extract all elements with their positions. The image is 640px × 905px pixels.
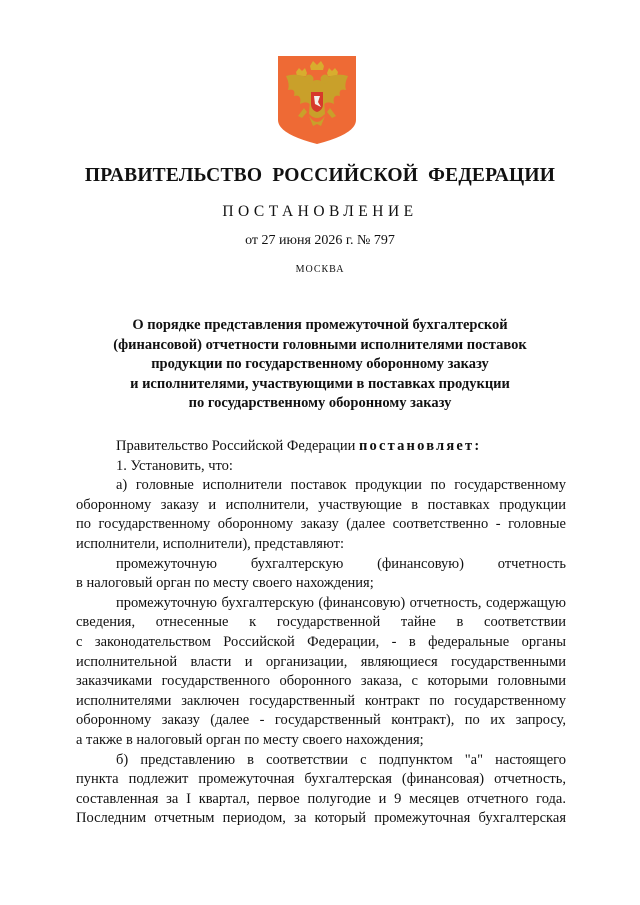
body-line: промежуточную бухгалтерскую (финансовую) отчетность, содержащую (116, 594, 566, 611)
heading-line: (финансовой) отчетности головными исполнителями поставок (113, 336, 527, 353)
body-line: промежуточную бухгалтерскую (финансовую) отчетность (116, 555, 566, 572)
city-name: МОСКВА (295, 264, 345, 275)
coat-of-arms-emblem (276, 54, 358, 146)
heading-line: О порядке представления промежуточной бухгалтерской (132, 317, 508, 333)
body-line: б) представлению в соответствии с подпунктом "а" настоящего (116, 751, 566, 768)
document-type: ПОСТАНОВЛЕНИЕ (222, 203, 418, 220)
body-line: заказчиками государственного оборонного заказа, с которыми головными (76, 673, 566, 690)
body-line: в налоговый орган по месту своего нахождения; (76, 575, 374, 592)
decree-word: постановляет: (358, 438, 482, 454)
body-line: по государственному оборонному заказу (далее соответственно - головные (76, 516, 566, 533)
document-date-number: от 27 июня 2026 г. № 797 (245, 233, 395, 248)
heading-line: по государственному оборонному заказу (188, 395, 452, 411)
body-line: сведения, отнесенные к государственной тайне в соответствии (76, 614, 566, 631)
body-line: пункта подлежит промежуточная бухгалтерская (финансовая) отчетность, (76, 771, 566, 788)
body-line: 1. Установить, что: (116, 457, 233, 474)
body-line: Последним отчетным периодом, за который промежуточная бухгалтерская (76, 810, 566, 827)
body-line: исполнители, исполнители), представляют: (76, 535, 344, 552)
document-heading (80, 316, 560, 414)
body-line: а) головные исполнители поставок продукции по государственному (116, 477, 566, 494)
body-line: оборонному заказу (далее - государственный контракт), по их запросу, (76, 712, 566, 729)
intro-text: Правительство Российской Федерации (116, 438, 356, 454)
body-line: оборонному заказу и исполнители, участвующие в поставках продукции (76, 496, 566, 513)
body-intro-line (76, 437, 566, 457)
document-body (76, 437, 566, 829)
body-line: с законодательством Российской Федерации, - в федеральные органы (76, 633, 566, 650)
body-line: исполнительной власти и организации, являющиеся государственными (76, 653, 566, 670)
heading-line: и исполнителями, участвующими в поставках продукции (130, 375, 510, 392)
body-line: а также в налоговый орган по месту своего нахождения; (76, 731, 424, 748)
body-line: составленная за I квартал, первое полугодие и 9 месяцев отчетного года. (76, 790, 566, 807)
government-title: ПРАВИТЕЛЬСТВО РОССИЙСКОЙ ФЕДЕРАЦИИ (84, 165, 556, 186)
heading-line: продукции по государственному оборонному заказу (151, 356, 489, 372)
body-line: исполнителями заключен государственный контракт по государственному (76, 692, 566, 709)
